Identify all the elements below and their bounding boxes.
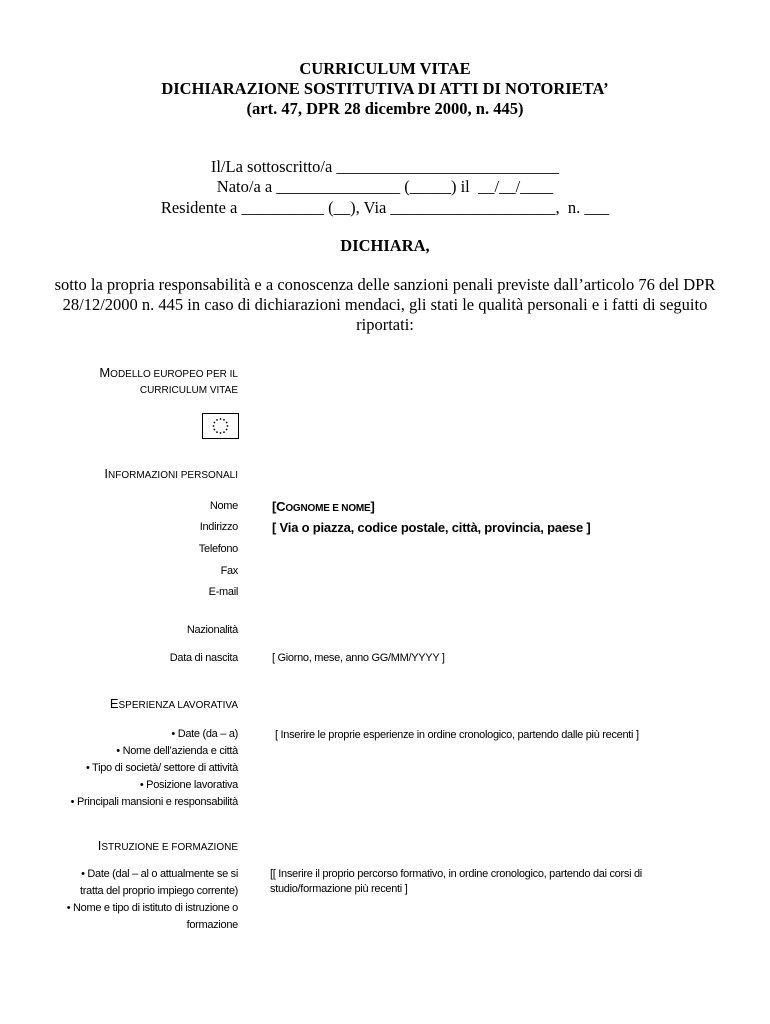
experience-fields (71, 726, 238, 811)
eu-stars-icon (203, 414, 238, 438)
fax-label: Fax (220, 565, 238, 577)
name-label: Nome (209, 500, 238, 512)
document-subtitle: DICHIARAZIONE SOSTITUTIVA DI ATTI DI NOTORIETA’ (161, 79, 609, 98)
birth-date-value: [ Giorno, mese, anno GG/MM/YYYY ] (272, 652, 445, 664)
education-heading: ISTRUZIONE E FORMAZIONE (97, 838, 238, 853)
education-fields (67, 866, 238, 934)
birth-date-label: Data di nascita (169, 652, 238, 664)
experience-heading: ESPERIENZA LAVORATIVA (109, 696, 238, 711)
legal-reference: (art. 47, DPR 28 dicembre 2000, n. 445) (246, 99, 524, 118)
list-item: • Posizione lavorativa (139, 779, 238, 791)
list-item: • Tipo di società/ settore di attività (85, 762, 238, 774)
list-item: • Nome dell’azienda e città (116, 745, 238, 757)
birth-place-line: Nato/a a _______________ (_____) il __/__/____ (216, 177, 554, 196)
residence-line: Residente a __________ (__), Via ____________________, n. ___ (160, 198, 610, 217)
document-title: CURRICULUM VITAE (299, 59, 471, 78)
sottoscritto-line: Il/La sottoscritto/a ___________________________ (210, 157, 560, 176)
experience-note: [ Inserire le proprie esperienze in ordine cronologico, partendo dalle più recenti ] (275, 729, 639, 741)
address-value: [ Via o piazza, codice postale, città, provincia, paese ] (272, 520, 591, 535)
cv-model-title: MODELLO EUROPEO PER IL (99, 365, 238, 380)
list-item: • Date (da – a) (171, 728, 238, 740)
list-item: • Nome e tipo di istituto di istruzione o (66, 902, 238, 914)
nationality-label: Nazionalità (186, 624, 238, 636)
list-item: • Date (dal – al o attualmente se si (81, 868, 238, 880)
personal-info-heading: INFORMAZIONI PERSONALI (104, 466, 238, 481)
list-item: formazione (186, 919, 238, 931)
declaration-text: sotto la propria responsabilità e a conoscenza delle sanzioni penali previste dall’articolo 76 del DPR 28/12/2000 n. 445 in caso di dichiarazioni mendaci, gli stati le qualità personali e i fatti di seguito riportati: (54, 275, 716, 334)
address-label: Indirizzo (199, 521, 238, 533)
cv-model-subtitle: CURRICULUM VITAE (139, 385, 238, 396)
list-item: • Principali mansioni e responsabilità (70, 796, 238, 808)
list-item: tratta del proprio impiego corrente) (80, 885, 238, 897)
phone-label: Telefono (198, 543, 238, 555)
education-note: [[ Inserire il proprio percorso formativo, in ordine cronologico, partendo dai corsi di studio/formazione più recenti ] (270, 868, 642, 895)
eu-flag-logo (202, 413, 239, 439)
declaration-heading: DICHIARA, (340, 236, 430, 255)
name-value: [COGNOME E NOME] (272, 499, 375, 514)
email-label: E-mail (208, 586, 238, 598)
